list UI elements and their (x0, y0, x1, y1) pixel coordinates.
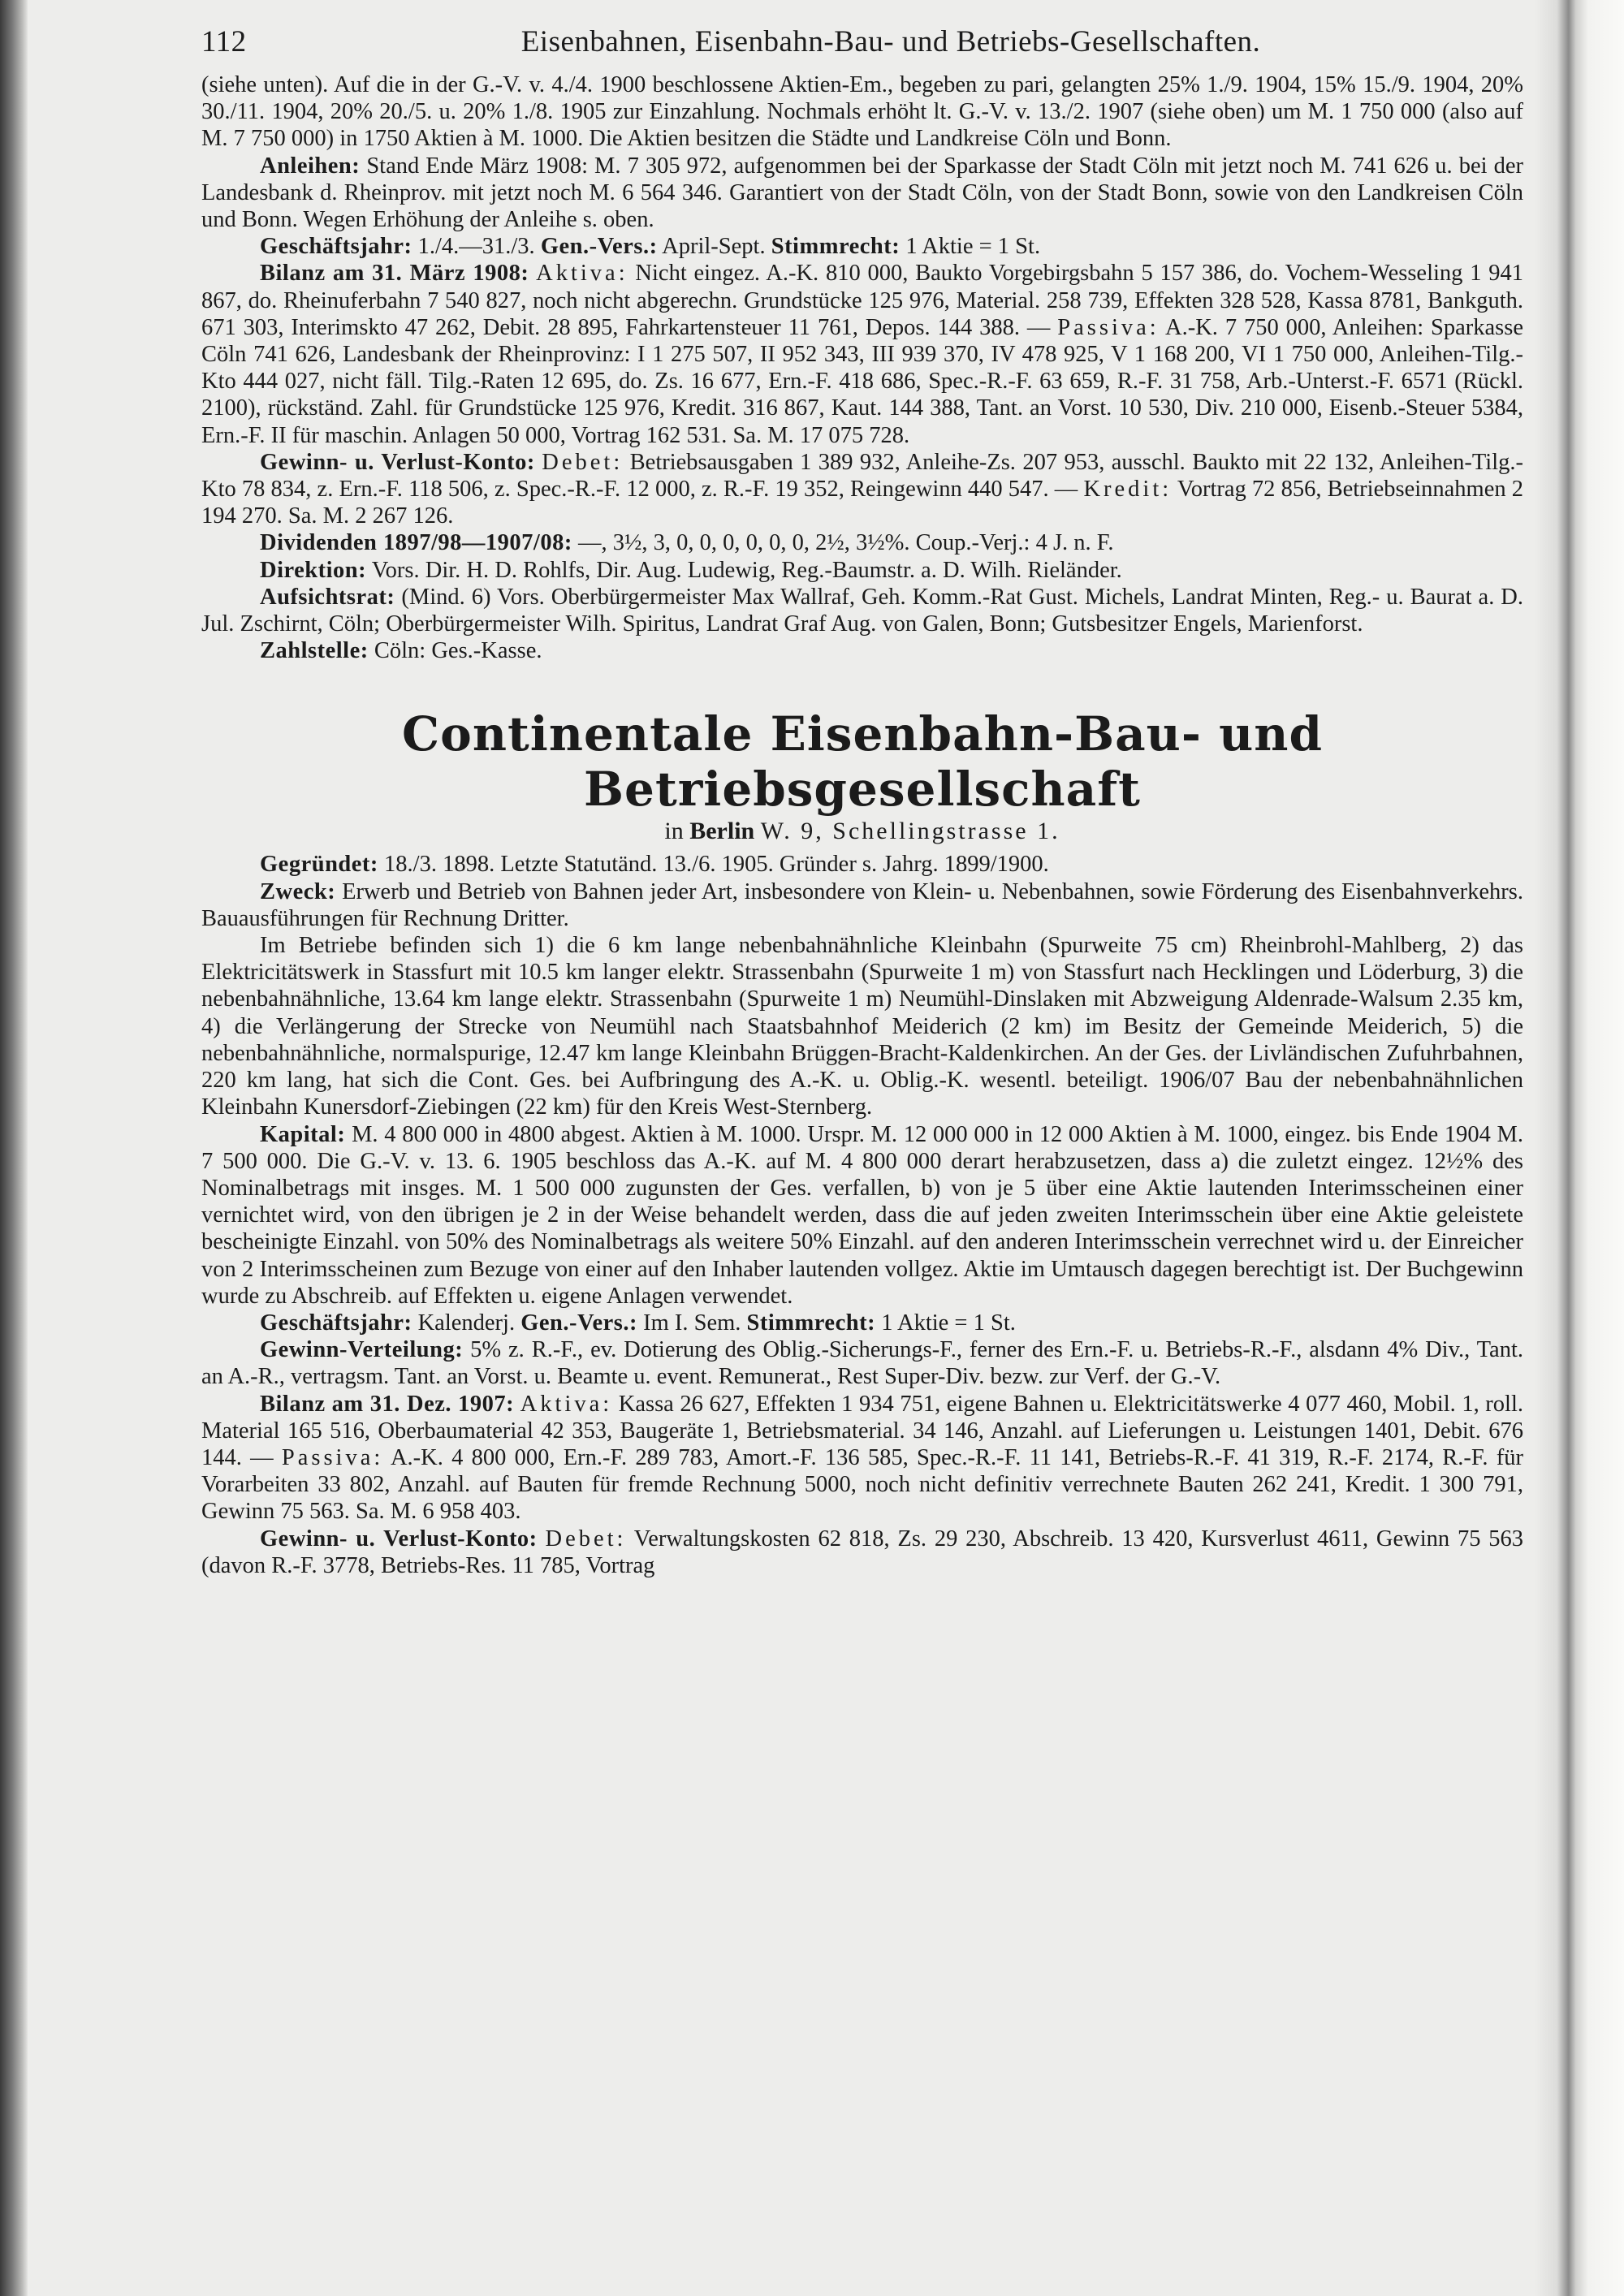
gv-paragraph: Gewinn- u. Verlust-Konto: Debet: Verwaltungskosten 62 818, Zs. 29 230, Abschreib. 13 420, Kursverlust 4611, Gewinn 75 563 (davon R.-F. 3778, Betriebs-Res. 11 785, Vortrag (201, 1526, 1524, 1578)
running-head (201, 24, 1523, 71)
prev-capital-paragraph: (siehe unten). Auf die in der G.-V. v. 4./4. 1900 beschlossene Aktien-Em., begeben zu pari, gelangten 25% 1./9. 1904, 15% 15./9. 1904, 20% 30./11. 1904, 20% 20./5. u. 20% 1./8. 1905 zur Einzahlung. Nochmals erhöht lt. G.-V. v. 13./2. 1907 (siehe oben) um M. 1 750 000 (also auf M. 7 750 000) in 1750 Aktien à M. 1000. Die Aktien besitzen die Städte und Landkreise Cöln und Bonn. (201, 72, 1523, 152)
section-gap (201, 664, 1523, 701)
company-city: Berlin (689, 818, 755, 845)
prev-dividenden-paragraph: Dividenden 1897/98—1907/08: —, 3½, 3, 0, 0, 0, 0, 0, 0, 2½, 3½%. Coup.-Verj.: 4 J. n. F. (260, 530, 1114, 556)
page-edge (1535, 0, 1624, 2296)
zweck-paragraph: Zweck: Erwerb und Betrieb von Bahnen jeder Art, insbesondere von Klein- u. Nebenbahnen, sowie Förderung des Eisenbahnverkehrs. Bauausführungen für Rechnung Dritter. (201, 878, 1523, 931)
betrieb-paragraph: Im Betriebe befinden sich 1) die 6 km lange nebenbahnähnliche Kleinbahn (Spurweite 75 cm) Rheinbrohl-Mahlberg, 2) das Elektricitätswerk in Stassfurt mit 10.5 km langer elektr. Strassenbahn (Spurweite 1 m) von Stassfurt nach Hecklingen und Löderburg, 3) die nebenbahnähnliche, 13.64 km lange elektr. Strassenbahn (Spurweite 1 m) Neumühl-Dinslaken mit Abzweigung Aldenrade-Walsum 2.35 km, 4) die Verlängerung der Strecke von Neumühl nach Staatsbahnhof Meiderich (2 km) im Besitz der Gemeinde Meiderich, 5) die nebenbahnähnliche, normalspurige, 12.47 km lange Kleinbahn Brüggen-Bracht-Kaldenkirchen. An der Ges. der Livländischen Zufuhrbahnen, 220 km lang, hat sich die Cont. Ges. bei Aufbringung des A.-K. u. Oblig.-K. wesentl. beteiligt. 1906/07 Bau der nebenbahnähnlichen Kleinbahn Kunersdorf-Ziebingen (22 km) für den Kreis West-Sternberg. (201, 933, 1523, 1120)
company-address: W. 9, Schellingstrasse 1. (760, 818, 1060, 845)
running-title: Eisenbahnen, Eisenbahn-Bau- und Betriebs-Gesellschaften. (520, 25, 1261, 58)
kapital-paragraph: Kapital: M. 4 800 000 in 4800 abgest. Aktien à M. 1000. Urspr. M. 12 000 000 in 12 000 Aktien à M. 1000, eingez. bis Ende 1904 M. 7 500 000. Die G.-V. v. 13. 6. 1905 beschloss das A.-K. auf M. 4 800 000 derart herabzusetzen, dass a) die zuletzt eingez. 12½% des Nominalbetrags mit insges. M. 1 500 000 zugunsten der Ges. verfallen, b) von je 5 über eine Aktie lautenden Interimsscheinen einer vernichtet wird, von den übrigen je 2 in der Weise behandelt werden, dass die auf jeden zweiten Interimsschein über eine Aktie geleistete bescheinigte Einzahl. von 50% des Nominalbetrags als weitere 50% Einzahl. auf den anderen Interimsschein verrechnet wird u. der Einreicher von 2 Interimsscheinen zum Bezuge von einer auf den Inhaber lautenden vollgez. Aktie im Umtausch dagegen berechtigt ist. Der Buchgewinn wurde zu Abschreib. auf Effekten u. eigene Anlagen verwendet. (201, 1121, 1523, 1309)
gewinnverteilung-paragraph: Gewinn-Verteilung: 5% z. R.-F., ev. Dotierung des Oblig.-Sicherungs-F., ferner des Ern.-F. u. Betriebs-R.-F., alsdann 4% Div., Tant. an A.-R., vertragsm. Tant. an Vorst. u. Beamte u. event. Remunerat., Rest Super-Div. bezw. zur Verf. der G.-V. (201, 1337, 1524, 1390)
bilanz-paragraph: Bilanz am 31. Dez. 1907: Aktiva: Kassa 26 627, Effekten 1 934 751, eigene Bahnen u. Elektricitätswerke 4 077 460, Mobil. 1, roll. Material 165 516, Oberbaumaterial 42 353, Baugeräte 1, Betriebsmaterial. 34 146, Anzahl. auf Lieferungen u. Leistungen 1401, Debit. 676 144. — Passiva: A.-K. 4 800 000, Ern.-F. 289 783, Amort.-F. 136 585, Spec.-R.-F. 11 141, Betriebs-R.-F. 41 319, R.-F. 2174, R.-F. für Vorarbeiten 33 802, Anzahl. auf Bauten für fremde Rechnung 5000, noch nicht definitiv verrechnete Bauten 262 241, Kredit. 1 300 791, Gewinn 75 563. Sa. M. 6 958 403. (201, 1391, 1524, 1525)
prev-gv-paragraph: Gewinn- u. Verlust-Konto: Debet: Betriebsausgaben 1 389 932, Anleihe-Zs. 207 953, ausschl. Baukto mit 22 132, Anleihen-Tilg.-Kto 78 834, z. Ern.-F. 118 506, z. Spec.-R.-F. 12 000, z. R.-F. 19 352, Reingewinn 440 547. — Kredit: Vortrag 72 856, Betriebseinnahmen 2 194 270. Sa. M. 2 267 126. (201, 449, 1524, 529)
fiscal-paragraph: Geschäftsjahr: Kalenderj. Gen.-Vers.: Im I. Sem. Stimmrecht: 1 Aktie = 1 St. (260, 1310, 1016, 1336)
company-title: Continentale Eisenbahn-Bau- und Betriebsgesellschaft (401, 706, 1324, 818)
page-number: 112 (201, 25, 247, 58)
prev-anleihen-paragraph: Anleihen: Stand Ende März 1908: M. 7 305 972, aufgenommen bei der Sparkasse der Stadt Cöln mit jetzt noch M. 741 626 u. bei der Landesbank d. Rheinprov. mit jetzt noch M. 6 564 346. Garantiert von der Stadt Cöln, von der Stadt Bonn, sowie von den Landkreisen Cöln und Bonn. Wegen Erhöhung der Anleihe s. oben. (201, 153, 1523, 233)
prev-zahlstelle-paragraph: Zahlstelle: Cöln: Ges.-Kasse. (260, 638, 542, 664)
prev-direktion-paragraph: Direktion: Vors. Dir. H. D. Rohlfs, Dir. Aug. Ludewig, Reg.-Baumstr. a. D. Wilh. Rieländer. (260, 557, 1122, 583)
prev-bilanz-paragraph: Bilanz am 31. März 1908: Aktiva: Nicht eingez. A.-K. 810 000, Baukto Vorgebirgsbahn 5 157 386, do. Vochem-Wesseling 1 941 867, do. Rheinuferbahn 7 540 827, noch nicht abgerechn. Grundstücke 125 976, Material. 258 739, Effekten 328 528, Kassa 8781, Bankguth. 671 303, Interimskto 47 262, Debit. 28 895, Fahrkartensteuer 11 761, Depos. 144 388. — Passiva: A.-K. 7 750 000, Anleihen: Sparkasse Cöln 741 626, Landesbank der Rheinprovinz: I 1 275 507, II 952 343, III 939 370, IV 478 925, V 1 168 200, VI 1 750 000, Anleihen-Tilg.-Kto 444 027, nicht fäll. Tilg.-Raten 12 695, do. Zs. 16 677, Ern.-F. 418 686, Spec.-R.-F. 63 659, R.-F. 31 758, Arb.-Unterst.-F. 6571 (Rückl. 2100), rückständ. Zahl. für Grundstücke 125 976, Kredit. 316 867, Kaut. 144 388, Tant. an Vorst. 10 530, Div. 210 000, Eisenb.-Steuer 5384, Ern.-F. II für maschin. Anlagen 50 000, Vortrag 162 531. Sa. M. 17 075 728. (201, 261, 1524, 448)
book-binding-shadow (0, 0, 28, 2296)
gegruendet-paragraph: Gegründet: 18./3. 1898. Letzte Statutänd. 13./6. 1905. Gründer s. Jahrg. 1899/1900. (260, 852, 1049, 878)
prev-fiscal-paragraph: Geschäftsjahr: 1./4.—31./3. Gen.-Vers.: April-Sept. Stimmrecht: 1 Aktie = 1 St. (260, 234, 1041, 260)
company-location: in Berlin W. 9, Schellingstrasse 1. (664, 818, 1060, 845)
prev-aufsichtsrat-paragraph: Aufsichtsrat: (Mind. 6) Vors. Oberbürgermeister Max Wallraf, Geh. Komm.-Rat Gust. Michels, Landrat Minten, Reg.- u. Baurat a. D. Jul. Zschirnt, Cöln; Oberbürgermeister Wilh. Spiritus, Landrat Graf Aug. von Galen, Bonn; Gutsbesitzer Engels, Marienforst. (201, 584, 1524, 637)
page-content (201, 24, 1523, 1579)
